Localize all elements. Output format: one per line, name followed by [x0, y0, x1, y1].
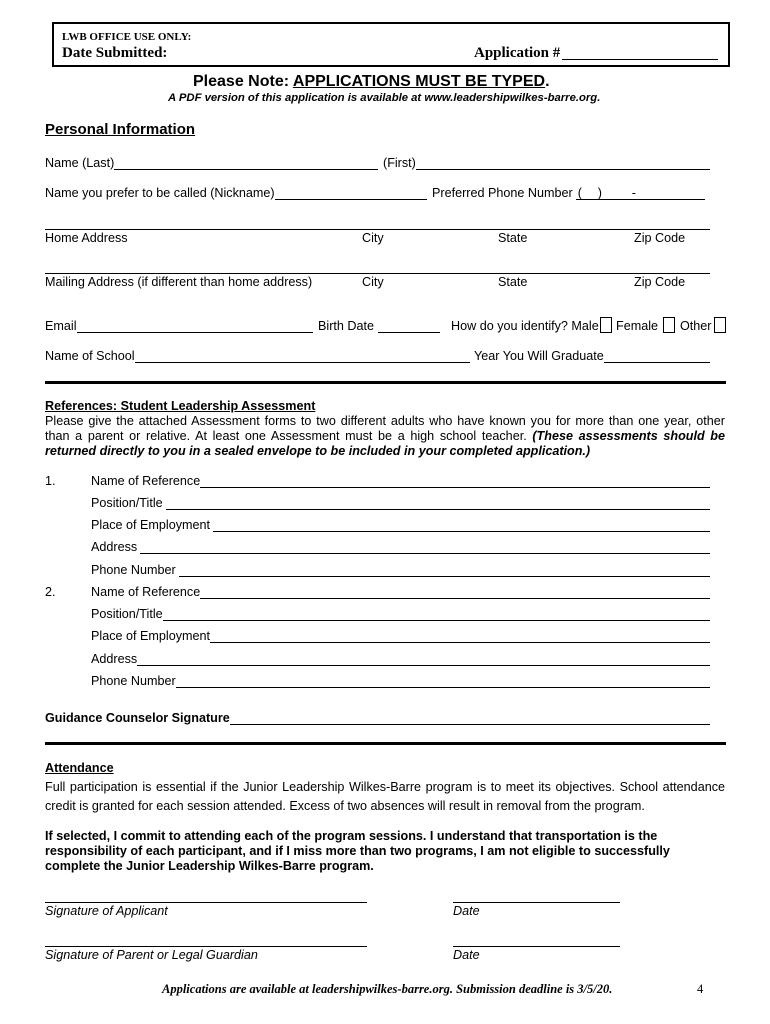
references-note: (These assessments should be returned directly to you in a sealed envelope to be included in your completed application.) — [45, 428, 725, 458]
last-name-field[interactable] — [114, 156, 378, 171]
reference-2-employment-field[interactable] — [210, 629, 710, 644]
section-divider — [45, 742, 726, 745]
reference-1-phone-row — [91, 563, 710, 578]
email-row — [45, 319, 313, 334]
reference-employment-label: Place of Employment — [91, 628, 210, 643]
references-heading: References: Student Leadership Assessment — [45, 398, 316, 413]
reference-2-phone-row — [91, 674, 710, 689]
first-name-label: (First) — [383, 155, 416, 170]
guardian-signature-field[interactable] — [45, 946, 367, 947]
reference-1-address-row — [91, 540, 710, 555]
reference-position-label: Position/Title — [91, 495, 163, 510]
application-number-field[interactable] — [562, 59, 718, 60]
reference-name-label: Name of Reference — [91, 584, 201, 599]
notice-prefix: Please Note: — [193, 73, 293, 90]
graduate-label: Year You Will Graduate — [474, 348, 604, 363]
pdf-version-note: A PDF version of this application is available at www.leadershipwilkes-barre.org. — [168, 91, 601, 104]
last-name-label: Name (Last) — [45, 155, 115, 170]
reference-2-phone-field[interactable] — [176, 674, 710, 689]
reference-2-position-field[interactable] — [163, 607, 710, 622]
phone-area-open: ( — [577, 185, 582, 200]
attendance-heading: Attendance — [45, 760, 114, 775]
reference-phone-label: Phone Number — [91, 673, 176, 688]
email-field[interactable] — [77, 319, 314, 334]
mailing-city-label: City — [362, 274, 384, 289]
attendance-commitment: If selected, I commit to attending each of the program sessions. I understand that transportation is the responsibility of each participant, and if I miss more than two programs, I am not eligible to successfully complete the Junior Leadership Wilkes-Barre program. — [45, 828, 670, 873]
reference-1-number: 1. — [45, 473, 56, 488]
reference-2-address-row — [91, 652, 710, 667]
guardian-date-field[interactable] — [453, 946, 620, 947]
reference-2-name-row — [91, 585, 710, 600]
birth-date-label: Birth Date — [318, 318, 374, 333]
reference-1-phone-field[interactable] — [179, 563, 710, 578]
applicant-date-field[interactable] — [453, 902, 620, 903]
reference-1-employment-row — [91, 518, 710, 533]
reference-1-name-row — [91, 474, 710, 489]
mailing-address-label: Mailing Address (if different than home address) — [45, 274, 313, 289]
guardian-signature-label: Signature of Parent or Legal Guardian — [45, 947, 258, 962]
phone-label: Preferred Phone Number — [432, 185, 573, 200]
notice-suffix: . — [545, 73, 550, 90]
other-label: Other — [680, 318, 712, 333]
footer-note: Applications are available at leadershipwilkes-barre.org. Submission deadline is 3/5/20. — [162, 981, 613, 996]
home-city-label: City — [362, 230, 384, 245]
counselor-signature-label: Guidance Counselor Signature — [45, 710, 230, 725]
guardian-date-label: Date — [453, 947, 480, 962]
references-instructions — [45, 414, 725, 459]
birth-date-row — [318, 319, 440, 334]
mailing-zip-label: Zip Code — [634, 274, 686, 289]
phone-field[interactable] — [576, 186, 705, 201]
attendance-text: Full participation is essential if the Junior Leadership Wilkes-Barre program is to meet its objectives. School attendance credit is granted for each session attended. Excess of two absences will result in removal from the program. — [45, 779, 725, 813]
reference-1-employment-field[interactable] — [213, 518, 710, 533]
applicant-date-label: Date — [453, 903, 480, 918]
date-submitted-label: Date Submitted: — [62, 44, 168, 61]
counselor-signature-row — [45, 711, 710, 726]
reference-position-label: Position/Title — [91, 606, 163, 621]
home-address-field[interactable] — [45, 229, 710, 230]
reference-2-number: 2. — [45, 584, 56, 599]
home-zip-label: Zip Code — [634, 230, 686, 245]
school-row — [45, 349, 470, 364]
other-checkbox[interactable] — [714, 317, 726, 333]
nickname-label: Name you prefer to be called (Nickname) — [45, 185, 275, 200]
reference-2-employment-row — [91, 629, 710, 644]
nickname-row — [45, 186, 427, 201]
female-label: Female — [616, 318, 658, 333]
reference-2-position-row — [91, 607, 710, 622]
applicant-signature-field[interactable] — [45, 902, 367, 903]
personal-info-heading: Personal Information — [45, 120, 196, 138]
home-address-label: Home Address — [45, 230, 128, 245]
reference-1-position-row — [91, 496, 710, 511]
reference-1-address-field[interactable] — [140, 540, 710, 555]
nickname-field[interactable] — [275, 186, 427, 201]
identify-label: How do you identify? Male — [451, 318, 599, 333]
reference-phone-label: Phone Number — [91, 562, 176, 577]
notice-emphasis: APPLICATIONS MUST BE TYPED — [292, 73, 546, 90]
phone-dash: - — [631, 185, 636, 200]
male-checkbox[interactable] — [600, 317, 612, 333]
first-name-row — [383, 156, 710, 171]
references-intro: Please give the attached Assessment forms to two different adults who have known you for more than one year, other than a parent or relative. At least one Assessment must be a high school teacher. — [45, 413, 725, 443]
school-label: Name of School — [45, 348, 135, 363]
reference-name-label: Name of Reference — [91, 473, 201, 488]
phone-row — [432, 186, 705, 201]
office-use-title: LWB OFFICE USE ONLY: — [62, 30, 192, 43]
reference-address-label: Address — [91, 651, 138, 666]
section-divider — [45, 381, 726, 384]
reference-1-position-field[interactable] — [166, 496, 710, 511]
reference-address-label: Address — [91, 539, 138, 554]
reference-employment-label: Place of Employment — [91, 517, 210, 532]
last-name-row — [45, 156, 378, 171]
graduate-row — [474, 349, 710, 364]
school-field[interactable] — [135, 349, 470, 364]
mailing-state-label: State — [498, 274, 528, 289]
counselor-signature-field[interactable] — [230, 711, 710, 726]
mailing-address-field[interactable] — [45, 273, 710, 274]
phone-area-close: ) — [597, 185, 602, 200]
graduate-field[interactable] — [604, 349, 710, 364]
first-name-field[interactable] — [416, 156, 710, 171]
application-number-label: Application # — [474, 44, 561, 61]
applicant-signature-label: Signature of Applicant — [45, 903, 168, 918]
reference-1-name-field[interactable] — [200, 474, 710, 489]
typed-notice — [193, 73, 550, 91]
female-checkbox[interactable] — [663, 317, 675, 333]
home-state-label: State — [498, 230, 528, 245]
email-label: Email — [45, 318, 77, 333]
reference-2-name-field[interactable] — [200, 585, 710, 600]
reference-2-address-field[interactable] — [137, 652, 710, 667]
page-number: 4 — [697, 981, 704, 996]
birth-date-field[interactable] — [378, 319, 440, 334]
